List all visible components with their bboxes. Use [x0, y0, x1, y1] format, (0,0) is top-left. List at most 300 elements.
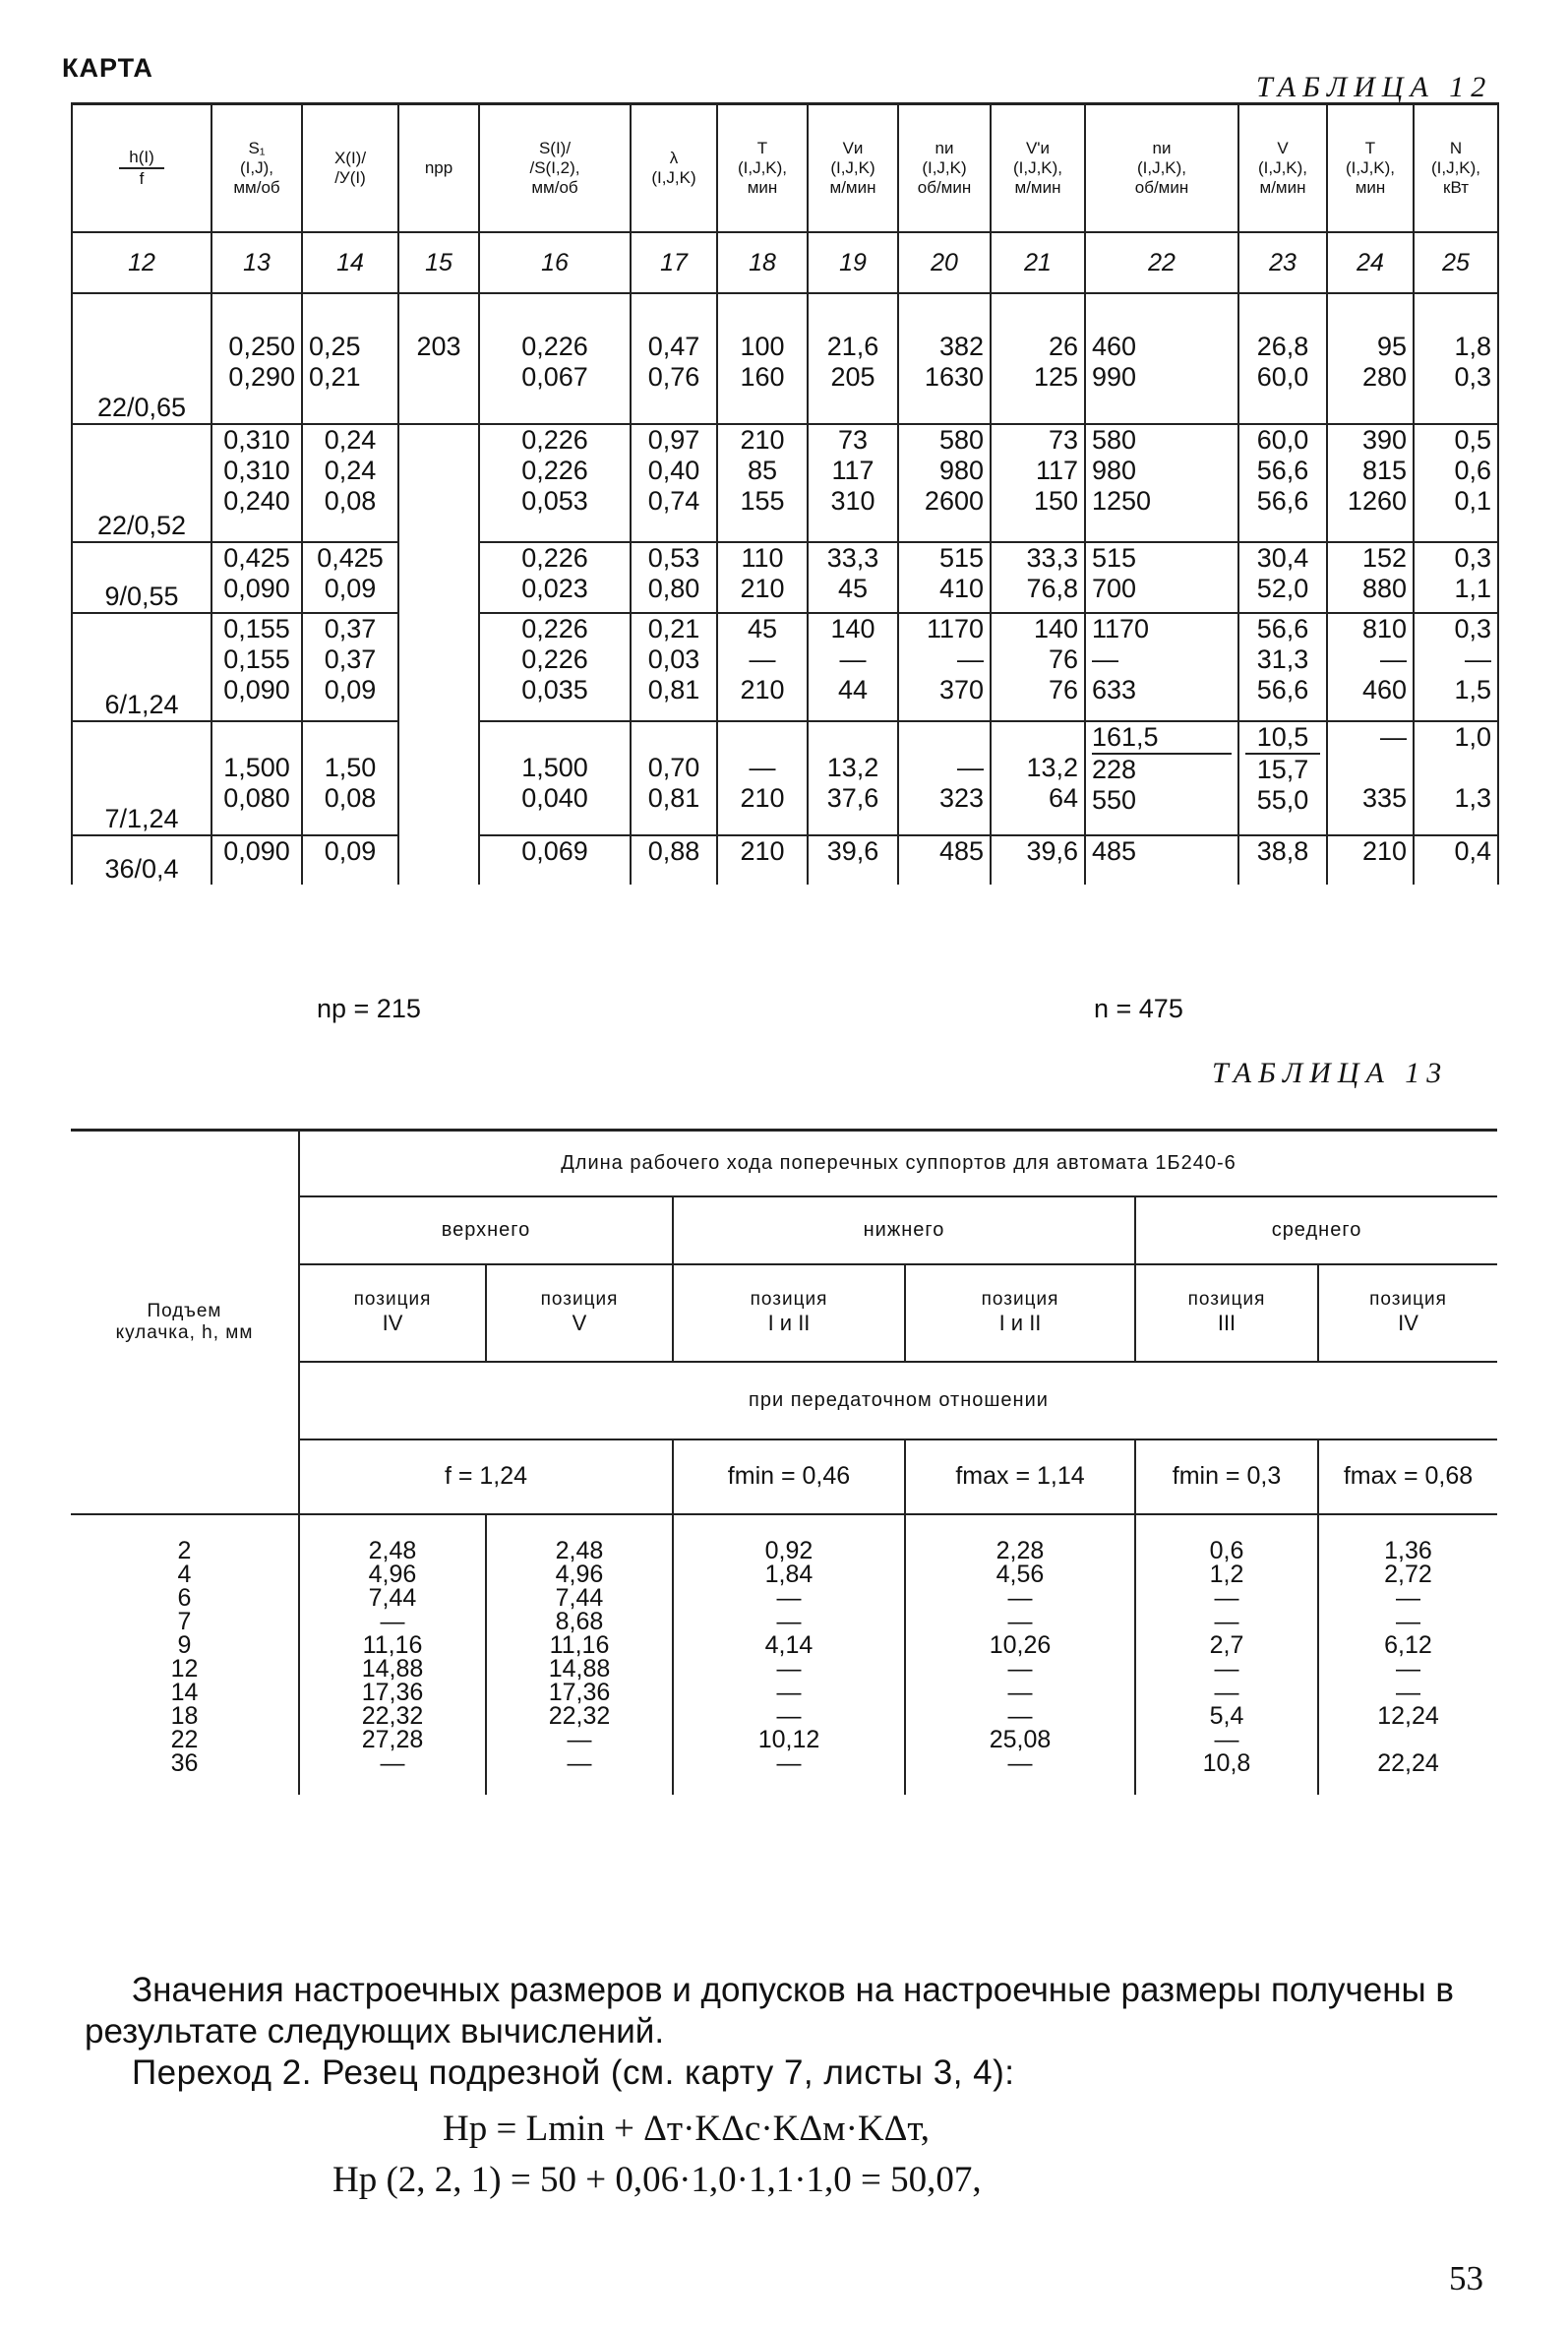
- t12-value: 39,6: [1026, 836, 1078, 866]
- t12-value: 117: [831, 456, 874, 485]
- t12-cell-vi2: [991, 835, 1085, 885]
- t12-cell-lines: [486, 425, 624, 517]
- t12-header-line: Vи: [842, 139, 864, 157]
- t12-row: [72, 613, 1498, 721]
- t12-cell-hf: 9/0,55: [72, 542, 211, 613]
- np-value: nр = 215: [317, 994, 421, 1023]
- t12-cell-ni: [898, 721, 991, 835]
- t12-row: [72, 835, 1498, 885]
- t13-value: 0,6: [1209, 1536, 1244, 1564]
- t12-header-line: м/мин: [1014, 178, 1061, 197]
- t12-cell-lines: [997, 425, 1078, 517]
- t12-value: 210: [740, 836, 785, 866]
- t12-cell-lines: [1245, 722, 1320, 816]
- t12-cell-ni: [898, 332, 991, 424]
- t12-value: 1,1: [1454, 574, 1491, 603]
- t12-col-number: 20: [898, 232, 991, 293]
- t13-value: —: [776, 1701, 802, 1730]
- t13-value: 17,36: [361, 1678, 424, 1706]
- t12-cell-lines: [218, 425, 295, 517]
- t13-value: —: [1007, 1583, 1033, 1612]
- t12-cell-t: [717, 542, 808, 613]
- t12-value: 39,6: [826, 836, 879, 866]
- t13-value: 2,72: [1384, 1560, 1432, 1588]
- t12-header-col-19: [808, 104, 898, 233]
- t12-cell-lines: [1245, 543, 1320, 604]
- t12-header-line: м/мин: [829, 178, 876, 197]
- t12-header-line: V'и: [1025, 139, 1051, 157]
- t12-value: 210: [740, 425, 785, 455]
- t12-header-line: N: [1449, 139, 1463, 157]
- t12-cell-lines: [814, 543, 891, 604]
- t12-value: [905, 722, 984, 753]
- t12-header-line: (I,J,K),: [1012, 158, 1063, 177]
- t12-cell-v: [1238, 542, 1327, 613]
- t12-value: 228: [1092, 753, 1232, 785]
- t12-cell-nk: [1414, 721, 1498, 835]
- paragraph-1: Значения настроечных размеров и допусков на настроечные размеры получены в результате следующих вычислений.: [85, 1971, 1455, 2051]
- t12-value: 15,7: [1245, 753, 1320, 785]
- t12-value: 0,40: [647, 456, 700, 485]
- t12-value: 0,09: [324, 836, 377, 866]
- t13-h-value: 12: [170, 1654, 199, 1683]
- t12-cell-hf: 36/0,4: [72, 835, 211, 885]
- t12-header-line: кВт: [1443, 178, 1469, 197]
- t12-value: 1,5: [1454, 675, 1491, 704]
- t12-header-col-20: [898, 104, 991, 233]
- t12-cell-lines: [1420, 836, 1491, 867]
- t12-value: 0,80: [647, 574, 700, 603]
- t12-value: 335: [1361, 783, 1407, 813]
- t12-header-line: /S(I,2),: [529, 158, 580, 177]
- t12-cell-lines: [637, 836, 710, 867]
- t12-cell-hf: 7/1,24: [72, 721, 211, 835]
- t12-row: [72, 542, 1498, 613]
- t12-cell-lines: [997, 836, 1078, 867]
- t12-cell-s: [211, 542, 302, 613]
- t12-value: 117: [1035, 456, 1078, 485]
- t12-value: 60,0: [1256, 425, 1309, 455]
- t12-value: 515: [1092, 543, 1137, 573]
- t12-cell-lines: [1092, 425, 1232, 517]
- t13-value: 10,8: [1202, 1748, 1251, 1777]
- table-13: [71, 1129, 1497, 1795]
- t13-value: 12,24: [1377, 1701, 1439, 1730]
- t12-value: 0,090: [223, 675, 290, 704]
- t13-value: 1,84: [764, 1560, 814, 1588]
- t12-value: 13,2: [1026, 753, 1078, 782]
- t13-value: 22,32: [361, 1701, 424, 1730]
- t12-cell-lines: [218, 543, 295, 604]
- t13-value: —: [1396, 1583, 1420, 1612]
- t12-cell-lines: [814, 722, 891, 814]
- t12-row: [72, 424, 1498, 542]
- t12-value: 55,0: [1256, 785, 1309, 815]
- t12-header-line: (I,J),: [240, 158, 273, 177]
- ratio-4: fmin = 0,3: [1135, 1439, 1318, 1514]
- t13-data-col-3: [673, 1514, 905, 1795]
- t12-cell-ss: [479, 424, 631, 542]
- t12-header-line: мм/об: [531, 178, 578, 197]
- t12-value: [1334, 753, 1407, 783]
- t12-cell-lines: [1092, 614, 1232, 705]
- t12-value: [309, 722, 392, 753]
- t12-value: 1170: [1092, 614, 1150, 643]
- t13-value: 14,88: [361, 1654, 424, 1683]
- t12-value: 56,6: [1256, 614, 1309, 643]
- t12-value: 0,21: [647, 614, 700, 643]
- t13-value: 0,92: [764, 1536, 814, 1564]
- t12-cell-t2: [1327, 332, 1414, 424]
- t12-value: 0,226: [521, 456, 588, 485]
- t12-cell-t: [717, 332, 808, 424]
- t13-value: —: [776, 1678, 802, 1706]
- t12-cell-ni: [898, 542, 991, 613]
- t12-cell-s: [211, 332, 302, 424]
- t12-header-line: (I,J,K),: [1257, 158, 1308, 177]
- t12-value: 1,50: [324, 753, 377, 782]
- t12-value: 0,6: [1454, 456, 1491, 485]
- t12-cell-t: [717, 613, 808, 721]
- t12-value: 0,310: [223, 425, 290, 455]
- ratio-2: fmin = 0,46: [673, 1439, 905, 1514]
- t13-value: 7,44: [368, 1583, 417, 1612]
- t13-value: —: [1214, 1725, 1239, 1753]
- position-word: позиция: [981, 1289, 1059, 1310]
- t12-value: —: [957, 753, 984, 782]
- t13-value: —: [567, 1748, 592, 1777]
- position-word: позиция: [1369, 1289, 1447, 1310]
- position-number: I и II: [998, 1311, 1042, 1335]
- t12-col-number: 21: [991, 232, 1085, 293]
- t12-value: 1,0: [1454, 722, 1491, 752]
- t12-cell-lines: [309, 332, 392, 393]
- t12-cell-lines: [724, 425, 801, 517]
- t13-value: 11,16: [549, 1630, 610, 1659]
- t12-cell-lines: [637, 425, 710, 517]
- position-number: I и II: [767, 1311, 811, 1335]
- t12-value: [486, 722, 624, 753]
- t12-value: 1,500: [521, 753, 588, 782]
- t12-cell-nk: [1414, 542, 1498, 613]
- t12-value: 52,0: [1256, 574, 1309, 603]
- t12-value: 370: [938, 675, 984, 704]
- t12-value: 13,2: [826, 753, 879, 782]
- t12-value: 1170: [926, 614, 984, 643]
- t12-value: 85: [747, 456, 778, 485]
- t12-header-line: nи: [935, 139, 954, 157]
- t12-cell-lines: [1092, 836, 1232, 867]
- t12-value: 0,310: [223, 456, 290, 485]
- t13-value: —: [1007, 1748, 1033, 1777]
- t13-data-col-2: [486, 1514, 673, 1795]
- t12-cell-lines: [814, 332, 891, 393]
- t12-value: 880: [1361, 574, 1407, 603]
- t12-value: 323: [938, 783, 984, 813]
- t13-value: —: [567, 1725, 592, 1753]
- t12-cell-v: [1238, 721, 1327, 835]
- t12-value: 0,090: [223, 574, 290, 603]
- t12-cell-lines: [218, 722, 295, 814]
- t12-cell-lines: [637, 614, 710, 705]
- t12-value: 26: [1048, 332, 1078, 361]
- t12-cell-vi2: [991, 424, 1085, 542]
- t12-value: 0,03: [647, 644, 700, 674]
- t12-cell-lam: [631, 332, 717, 424]
- n-value: n = 475: [1094, 994, 1183, 1023]
- t12-cell-s: [211, 613, 302, 721]
- t12-cell-npp: [398, 721, 479, 835]
- t12-value: 1250: [1092, 486, 1152, 516]
- group-upper: верхнего: [299, 1196, 673, 1264]
- t12-value: 210: [740, 574, 785, 603]
- t13-value: 22,24: [1377, 1748, 1439, 1777]
- position-number: IV: [1398, 1311, 1418, 1335]
- t12-cell-vi: [808, 613, 898, 721]
- position-number: III: [1217, 1311, 1236, 1335]
- t12-value: 95: [1376, 332, 1407, 361]
- t12-value: 0,090: [223, 836, 290, 866]
- t13-value: 7,44: [555, 1583, 604, 1612]
- t12-value: 161,5: [1092, 722, 1159, 752]
- t12-cell-lines: [1420, 543, 1491, 604]
- t12-cell-nk: [1414, 835, 1498, 885]
- t13-position-3: [673, 1264, 905, 1362]
- t13-value: 6,12: [1384, 1630, 1432, 1659]
- t12-cell-ss: [479, 542, 631, 613]
- position-word: позиция: [540, 1289, 619, 1310]
- position-number: IV: [382, 1311, 403, 1335]
- t12-cell-lines: [218, 332, 295, 393]
- t13-value: 22,32: [548, 1701, 611, 1730]
- t12-value: —: [1380, 722, 1407, 752]
- group-lower: нижнего: [673, 1196, 1135, 1264]
- table-12: [71, 102, 1499, 885]
- t12-value: 30,4: [1256, 543, 1309, 573]
- t12-value: 110: [741, 543, 784, 573]
- t12-cell-lines: [997, 614, 1078, 705]
- t12-cell-npp: [398, 424, 479, 542]
- t12-value: 0,226: [521, 425, 588, 455]
- t12-cell-lines: [1420, 425, 1491, 517]
- t12-col-number: 22: [1085, 232, 1238, 293]
- t12-header-col-23: [1238, 104, 1327, 233]
- t12-value: 0,290: [228, 362, 295, 392]
- t12-value: 26,8: [1256, 332, 1309, 361]
- t12-header-line: об/мин: [917, 178, 972, 197]
- t12-col-number: 23: [1238, 232, 1327, 293]
- t12-value: —: [1380, 644, 1407, 674]
- t12-cell-lines: [997, 722, 1078, 814]
- t13-value: —: [776, 1654, 802, 1683]
- t12-value: 980: [938, 456, 984, 485]
- t12-cell-n: [1085, 613, 1238, 721]
- t12-value: 76: [1048, 644, 1078, 674]
- t12-cell-x: [302, 835, 398, 885]
- t12-value: [218, 722, 295, 753]
- t12-value: 76: [1048, 675, 1078, 704]
- t12-header-col-21: [991, 104, 1085, 233]
- t12-value: 45: [837, 574, 869, 603]
- t13-h-value: 14: [170, 1678, 199, 1706]
- t12-cell-s: [211, 721, 302, 835]
- t12-cell-vi2: [991, 613, 1085, 721]
- t12-cell-vi2: [991, 542, 1085, 613]
- t12-value: 210: [740, 783, 785, 813]
- t12-cell-t: [717, 424, 808, 542]
- t12-cell-lines: [1092, 722, 1232, 816]
- t13-value: 8,68: [555, 1607, 604, 1635]
- t12-cell-lines: [637, 722, 710, 814]
- t12-value: 633: [1092, 675, 1137, 704]
- position-word: позиция: [750, 1289, 828, 1310]
- t12-header-line: nрр: [424, 158, 453, 177]
- t12-cell-ni: [898, 424, 991, 542]
- t12-value: 2600: [924, 486, 984, 516]
- t12-value: 60,0: [1256, 362, 1309, 392]
- t12-value: —: [839, 644, 867, 674]
- t12-value: 0,226: [521, 644, 588, 674]
- t12-cell-ss: [479, 613, 631, 721]
- t12-value: —: [1465, 644, 1491, 674]
- t12-value: 210: [740, 675, 785, 704]
- t12-cell-x: [302, 613, 398, 721]
- t12-cell-lines: [1334, 722, 1407, 814]
- t12-cell-ni: [898, 613, 991, 721]
- t12-value: 10,5: [1256, 722, 1309, 752]
- t12-header-line: V: [1277, 139, 1289, 157]
- t12-header-line: T: [756, 139, 768, 157]
- t12-col-number: 15: [398, 232, 479, 293]
- t12-header-line: /У(I): [334, 168, 366, 187]
- t12-cell-n: [1085, 721, 1238, 835]
- t12-cell-vi: [808, 424, 898, 542]
- t12-cell-lines: [997, 332, 1078, 393]
- t12-cell-vi2: [991, 332, 1085, 424]
- t12-value: 485: [938, 836, 984, 866]
- t12-cell-lines: [724, 332, 801, 393]
- t12-cell-n: [1085, 835, 1238, 885]
- t13-position-5: [1135, 1264, 1318, 1362]
- t12-value: —: [749, 644, 776, 674]
- t13-value: 2,7: [1209, 1630, 1244, 1659]
- t12-value: 0,067: [521, 362, 588, 392]
- t12-header-line: h(I): [119, 148, 164, 169]
- t12-col-number: 24: [1327, 232, 1414, 293]
- page-number: 53: [1449, 2259, 1483, 2297]
- t12-cell-nk: [1414, 332, 1498, 424]
- t13-value: —: [776, 1748, 802, 1777]
- t12-cell-lines: [309, 543, 392, 604]
- t12-value: 64: [1048, 783, 1078, 813]
- t12-cell-lines: [309, 614, 392, 705]
- t12-value: 0,5: [1454, 425, 1491, 455]
- t12-cell-lam: [631, 424, 717, 542]
- t12-cell-lines: [724, 722, 801, 814]
- t13-value: —: [776, 1607, 802, 1635]
- t12-value: 0,155: [223, 614, 290, 643]
- t12-value: 980: [1092, 456, 1137, 485]
- t12-cell-lines: [218, 614, 295, 705]
- t12-cell-lines: [486, 836, 624, 867]
- t12-cell-lines: [905, 722, 984, 814]
- t12-value: 280: [1361, 362, 1407, 392]
- t12-value: 410: [938, 574, 984, 603]
- t12-header-col-16: [479, 104, 631, 233]
- t13-value: 10,26: [989, 1630, 1052, 1659]
- t12-col-number: 12: [72, 232, 211, 293]
- t12-cell-lines: [724, 543, 801, 604]
- t12-value: 205: [830, 362, 875, 392]
- t12-cell-lines: [309, 425, 392, 517]
- t12-value: 0,74: [647, 486, 700, 516]
- t12-value: 76,8: [1026, 574, 1078, 603]
- t12-cell-lines: [486, 722, 624, 814]
- t12-header-line: (I,J,K),: [1345, 158, 1396, 177]
- t12-cell-lines: [814, 614, 891, 705]
- t13-h-column: [71, 1514, 299, 1795]
- t12-value: 56,6: [1256, 675, 1309, 704]
- formula-2: Hр (2, 2, 1) = 50 + 0,06·1,0·1,1·1,0 = 50,07,: [332, 2160, 982, 2200]
- t13-value: 4,56: [995, 1560, 1045, 1588]
- t12-cell-lines: [1092, 332, 1232, 393]
- t12-header-col-12: [72, 104, 211, 233]
- t12-cell-lines: [637, 543, 710, 604]
- t13-value: —: [1214, 1583, 1239, 1612]
- t13-value: 2,48: [368, 1536, 417, 1564]
- t12-header-col-18: [717, 104, 808, 233]
- t12-value: 56,6: [1256, 486, 1309, 516]
- t12-header-line: S(I)/: [538, 139, 572, 157]
- t12-value: 0,21: [309, 362, 361, 392]
- t12-value: 0,24: [324, 425, 377, 455]
- t12-cell-t2: [1327, 613, 1414, 721]
- t12-cell-x: [302, 542, 398, 613]
- t12-value: [1420, 753, 1491, 783]
- ratio-3: fmax = 1,14: [905, 1439, 1135, 1514]
- t12-value: 125: [1033, 362, 1078, 392]
- t12-cell-npp: [398, 542, 479, 613]
- position-word: позиция: [1187, 1289, 1266, 1310]
- t12-value: 0,040: [521, 783, 588, 813]
- t12-value: 0,09: [324, 574, 377, 603]
- t13-h-value: 7: [177, 1607, 192, 1635]
- t12-value: 33,3: [1026, 543, 1078, 573]
- t12-cell-lines: [1334, 332, 1407, 393]
- t13-h-value: 22: [170, 1725, 199, 1753]
- t12-col-number: 13: [211, 232, 302, 293]
- t12-value: 0,25: [309, 332, 361, 361]
- t12-value: 0,76: [647, 362, 700, 392]
- rowhead-line-2: кулачка, h, мм: [115, 1321, 254, 1343]
- t12-cell-lines: [486, 614, 624, 705]
- t12-header-line: (I,J,K): [830, 158, 875, 177]
- t13-value: —: [1214, 1678, 1239, 1706]
- t12-cell-lines: [1420, 614, 1491, 705]
- t12-value: 515: [938, 543, 984, 573]
- t12-cell-lines: [1245, 332, 1320, 393]
- t12-value: 73: [837, 425, 869, 455]
- t12-value: 0,24: [324, 456, 377, 485]
- t12-value: 0,81: [647, 783, 700, 813]
- t13-value: 5,4: [1209, 1701, 1244, 1730]
- t13-h-value: 36: [170, 1748, 199, 1777]
- t12-cell-t: [717, 721, 808, 835]
- t12-cell-lines: [1420, 722, 1491, 814]
- t13-data-col-6: [1318, 1514, 1497, 1795]
- t12-cell-lam: [631, 613, 717, 721]
- t12-value: 0,250: [228, 332, 295, 361]
